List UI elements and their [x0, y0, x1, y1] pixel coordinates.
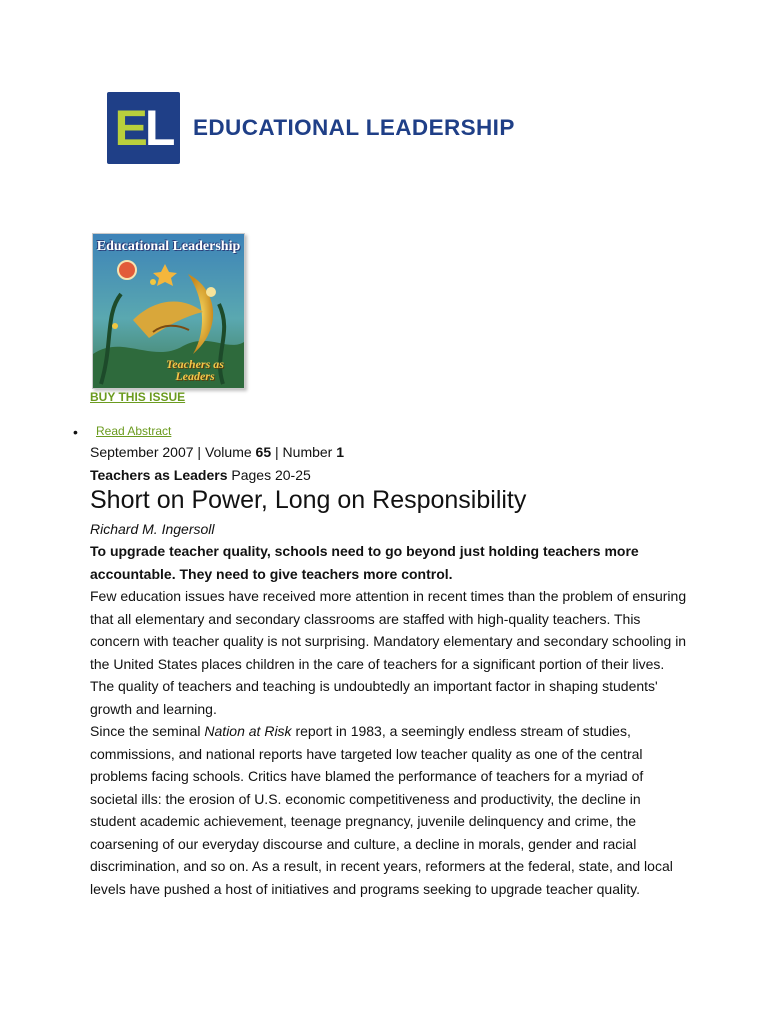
- el-logo-l: L: [144, 100, 173, 156]
- article-deck: To upgrade teacher quality, schools need to go beyond just holding teachers more accountable. They need to give teachers more control.: [90, 543, 639, 582]
- theme-pages-line: [90, 466, 311, 484]
- brand-name: EDUCATIONAL LEADERSHIP: [193, 115, 515, 140]
- page-range: Pages 20-25: [231, 467, 311, 483]
- el-logo-e: E: [114, 100, 145, 156]
- article-title: Short on Power, Long on Responsibility: [90, 486, 527, 514]
- paragraph-2: [90, 720, 690, 900]
- article-body: [90, 585, 690, 900]
- bullet-icon: •: [73, 424, 78, 440]
- number-label: Number: [282, 444, 333, 460]
- issue-info: September 2007 | Volume 65 | Number 1: [90, 444, 345, 460]
- read-abstract-link[interactable]: Read Abstract: [96, 424, 172, 438]
- issue-date: September 2007: [90, 444, 194, 460]
- volume-label: Volume: [204, 444, 252, 460]
- issue-theme: Teachers as Leaders: [90, 467, 228, 483]
- paragraph-1: Few education issues have received more attention in recent times than the problem of ensuring that all elementary and secondary classrooms are staffed with high-quality teachers. This concern with teacher quality is not surprising. Mandatory elementary and secondary schooling in the United States places children in the care of teachers for a significant portion of their lives. The quality of teachers and teaching is undoubtedly an important factor in shaping students' growth and learning.: [90, 588, 687, 717]
- issue-cover-image[interactable]: [92, 233, 245, 389]
- nation-at-risk-title: Nation at Risk: [204, 723, 292, 739]
- paragraph-2-start: Since the seminal: [90, 723, 205, 739]
- issue-number: 1: [336, 444, 345, 460]
- paragraph-2-rest: report in 1983, a seemingly endless stream of studies, commissions, and national reports have targeted low teacher quality as one of the central problems facing schools. Critics have blamed the performance of teachers for a myriad of societal ills: the erosion of U.S. economic competitiveness and productivity, the decline in student academic achievement, teenage pregnancy, juvenile delinquency and crime, the coarsening of our everyday discourse and culture, a decline in morals, gender and racial discrimination, and so on. As a result, in recent years, reformers at the federal, state, and local levels have pushed a host of initiatives and programs seeking to upgrade teacher quality.: [90, 723, 673, 897]
- article-author: Richard M. Ingersoll: [90, 521, 215, 537]
- cover-title: Educational Leadership: [96, 239, 241, 254]
- cover-theme: Teachers as Leaders: [166, 357, 224, 383]
- el-logo-letters: [114, 100, 173, 156]
- buy-this-issue-link[interactable]: BUY THIS ISSUE: [90, 390, 186, 404]
- volume-number: 65: [255, 444, 272, 460]
- el-logo[interactable]: [107, 92, 180, 164]
- masthead: [107, 92, 515, 164]
